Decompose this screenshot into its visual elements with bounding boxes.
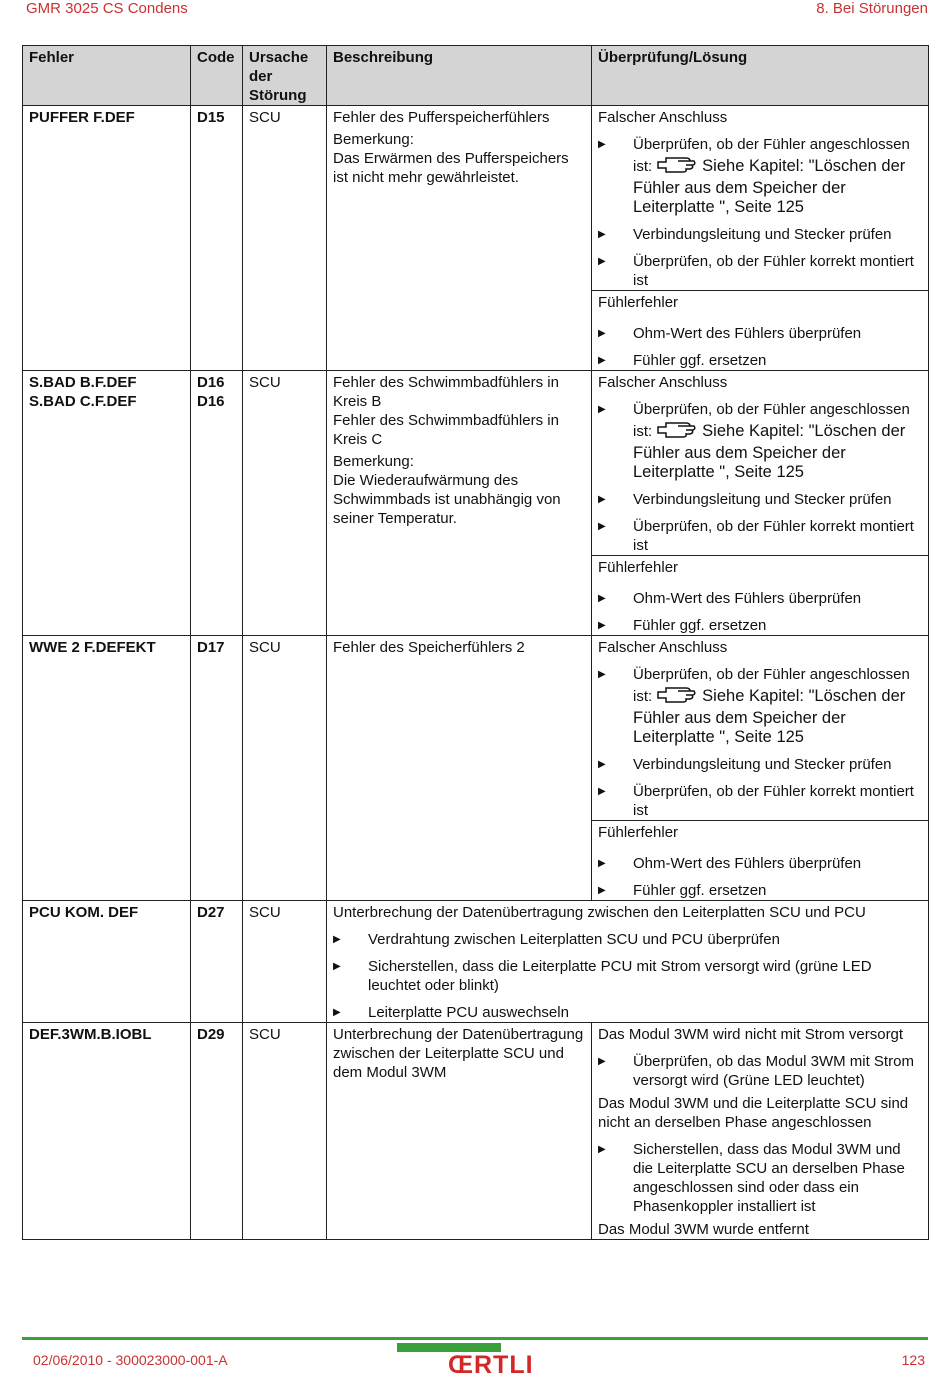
triangle-right-icon: ▶ [598,759,606,770]
cause-line: Das Modul 3WM und die Leiterplatte SCU sind nicht an derselben Phase angeschlossen [598,1095,909,1131]
list-item [598,135,923,217]
cause-line: Das Modul 3WM wird nicht mit Strom versorgt [598,1026,904,1043]
footer-divider [22,1337,928,1340]
list-item [598,324,923,343]
cause-wrong-connection: Falscher Anschluss [598,639,728,656]
cause-sensor-fault [592,290,928,370]
list-item [598,225,923,244]
header-code: Code [191,46,243,106]
list-item-text: Verbindungsleitung und Stecker prüfen [633,491,892,508]
list-item [598,400,923,482]
triangle-right-icon: ▶ [598,521,606,532]
list-item-text: Überprüfen, ob das Modul 3WM mit Strom versorgt wird (Grüne LED leuchtet) [633,1053,914,1089]
header-section: 8. Bei Störungen [816,0,928,17]
list-item [598,252,923,290]
triangle-right-icon: ▶ [598,328,606,339]
list-item [598,854,923,873]
footer-doc-id: 02/06/2010 - 300023000-001-A [33,1352,228,1368]
list-item [598,517,923,555]
fault-name [23,371,191,636]
list-item [333,930,923,949]
triangle-right-icon: ▶ [598,669,606,680]
sub-heading: Fühlerfehler [598,559,679,576]
triangle-right-icon: ▶ [598,1144,606,1155]
list-item-text: Überprüfen, ob der Fühler korrekt montiert ist [633,253,914,289]
fault-description [327,371,592,636]
fault-cause: SCU [243,106,327,371]
triangle-right-icon: ▶ [598,885,606,896]
description-line: Fehler des Schwimmbadfühlers in Kreis B [333,374,559,410]
triangle-right-icon: ▶ [598,229,606,240]
list-item [598,782,923,820]
list-item [598,490,923,509]
table-header-row [23,46,929,106]
triangle-right-icon: ▶ [598,494,606,505]
triangle-right-icon: ▶ [598,858,606,869]
check-text-b: ist: [633,688,653,705]
list-item-text: Verbindungsleitung und Stecker prüfen [633,756,892,773]
description-line: Unterbrechung der Datenübertragung zwischen den Leiterplatten SCU und PCU [333,904,866,921]
list-item [598,755,923,774]
remark-text: Das Erwärmen des Pufferspeichers ist nicht mehr gewährleistet. [333,150,569,186]
triangle-right-icon: ▶ [598,593,606,604]
list-item [598,351,923,370]
list-item-text: Sicherstellen, dass das Modul 3WM und die Leiterplatte SCU an derselben Phase angeschlossen sind oder dass ein Phasenkoppler installiert ist [633,1141,905,1215]
sub-heading: Fühlerfehler [598,824,679,841]
fault-cause: SCU [243,636,327,901]
triangle-right-icon: ▶ [598,139,606,150]
oertli-logo: ŒRTLI [448,1351,534,1379]
fault-name-2: S.BAD C.F.DEF [29,393,137,410]
fault-code: D17 [191,636,243,901]
cause-wrong-connection: Falscher Anschluss [598,374,728,391]
fault-cause: SCU [243,901,327,1023]
check-text: Überprüfen, ob der Fühler angeschlossen [633,666,910,683]
fault-solution [592,371,929,636]
list-item [333,957,923,995]
list-item [598,1052,923,1090]
fault-code: D15 [191,106,243,371]
check-text-b: ist: [633,423,653,440]
fault-name-1: S.BAD B.F.DEF [29,374,137,391]
triangle-right-icon: ▶ [598,355,606,366]
list-item-text: Überprüfen, ob der Fühler korrekt montiert ist [633,783,914,819]
fault-code-1: D16 [197,374,225,391]
header-ursache: Ursache der Störung [243,46,327,106]
header-title: GMR 3025 CS Condens [26,0,188,17]
list-item [598,589,923,608]
table-row [23,1023,929,1240]
list-item-text: Verbindungsleitung und Stecker prüfen [633,226,892,243]
triangle-right-icon: ▶ [598,256,606,267]
check-text: Überprüfen, ob der Fühler angeschlossen [633,401,910,418]
fault-cause: SCU [243,371,327,636]
chapter-reference[interactable]: Siehe Kapitel: "Löschen der Fühler aus dem Speicher der Leiterplatte ", Seite 125 [633,157,906,216]
table-row [23,901,929,1023]
fault-code [191,371,243,636]
list-item-text: Leiterplatte PCU auswechseln [368,1004,569,1021]
list-item-text: Ohm-Wert des Fühlers überprüfen [633,325,862,342]
fault-description: Fehler des Speicherfühlers 2 [327,636,592,901]
triangle-right-icon: ▶ [598,786,606,797]
list-item [598,616,923,635]
triangle-right-icon: ▶ [598,620,606,631]
list-item-text: Überprüfen, ob der Fühler korrekt montiert ist [633,518,914,554]
table-row [23,636,929,901]
fault-cause: SCU [243,1023,327,1240]
list-item [598,1140,923,1216]
description-line: Fehler des Pufferspeicherfühlers [333,109,550,126]
triangle-right-icon: ▶ [333,1007,341,1018]
cause-wrong-connection: Falscher Anschluss [598,109,728,126]
table-row [23,371,929,636]
list-item [333,1003,923,1022]
triangle-right-icon: ▶ [333,961,341,972]
pointing-hand-icon [656,154,696,179]
list-item-text: Fühler ggf. ersetzen [633,617,767,634]
fault-name: WWE 2 F.DEFEKT [23,636,191,901]
pointing-hand-icon [656,684,696,709]
triangle-right-icon: ▶ [598,1056,606,1067]
cause-sensor-fault [592,555,928,635]
header-fehler: Fehler [23,46,191,106]
check-text-b: ist: [633,158,653,175]
list-item-text: Ohm-Wert des Fühlers überprüfen [633,855,862,872]
fault-name: PUFFER F.DEF [23,106,191,371]
fault-name: PCU KOM. DEF [23,901,191,1023]
triangle-right-icon: ▶ [333,934,341,945]
fault-code: D29 [191,1023,243,1240]
remark-text: Die Wiederaufwärmung des Schwimmbads ist unabhängig von seiner Temperatur. [333,472,561,527]
list-item-text: Sicherstellen, dass die Leiterplatte PCU mit Strom versorgt wird (grüne LED leuchtet oder blinkt) [368,958,872,994]
fault-solution [592,636,929,901]
fault-solution [592,106,929,371]
cause-sensor-fault [592,820,928,900]
fault-description-solution [327,901,929,1023]
fault-code: D27 [191,901,243,1023]
remark-label: Bemerkung: [333,453,414,470]
cause-line: Das Modul 3WM wurde entfernt [598,1221,809,1238]
chapter-reference[interactable]: Siehe Kapitel: "Löschen der Fühler aus dem Speicher der Leiterplatte ", Seite 125 [633,422,906,481]
triangle-right-icon: ▶ [598,404,606,415]
fault-table [22,45,929,1240]
sub-heading: Fühlerfehler [598,294,679,311]
list-item [598,881,923,900]
fault-solution [592,1023,929,1240]
list-item-text: Fühler ggf. ersetzen [633,882,767,899]
list-item-text: Fühler ggf. ersetzen [633,352,767,369]
header-loesung: Überprüfung/Lösung [592,46,929,106]
remark-label: Bemerkung: [333,131,414,148]
page-number: 123 [901,1352,925,1368]
fault-code-2: D16 [197,393,225,410]
header-beschreibung: Beschreibung [327,46,592,106]
list-item-text: Verdrahtung zwischen Leiterplatten SCU und PCU überprüfen [368,931,780,948]
description-line: Fehler des Schwimmbadfühlers in Kreis C [333,412,559,448]
chapter-reference[interactable]: Siehe Kapitel: "Löschen der Fühler aus dem Speicher der Leiterplatte ", Seite 125 [633,687,906,746]
fault-description: Unterbrechung der Datenübertragung zwischen der Leiterplatte SCU und dem Modul 3WM [327,1023,592,1240]
pointing-hand-icon [656,419,696,444]
fault-description [327,106,592,371]
list-item [598,665,923,747]
fault-name: DEF.3WM.B.IOBL [23,1023,191,1240]
list-item-text: Ohm-Wert des Fühlers überprüfen [633,590,862,607]
table-row [23,106,929,371]
check-text: Überprüfen, ob der Fühler angeschlossen [633,136,910,153]
